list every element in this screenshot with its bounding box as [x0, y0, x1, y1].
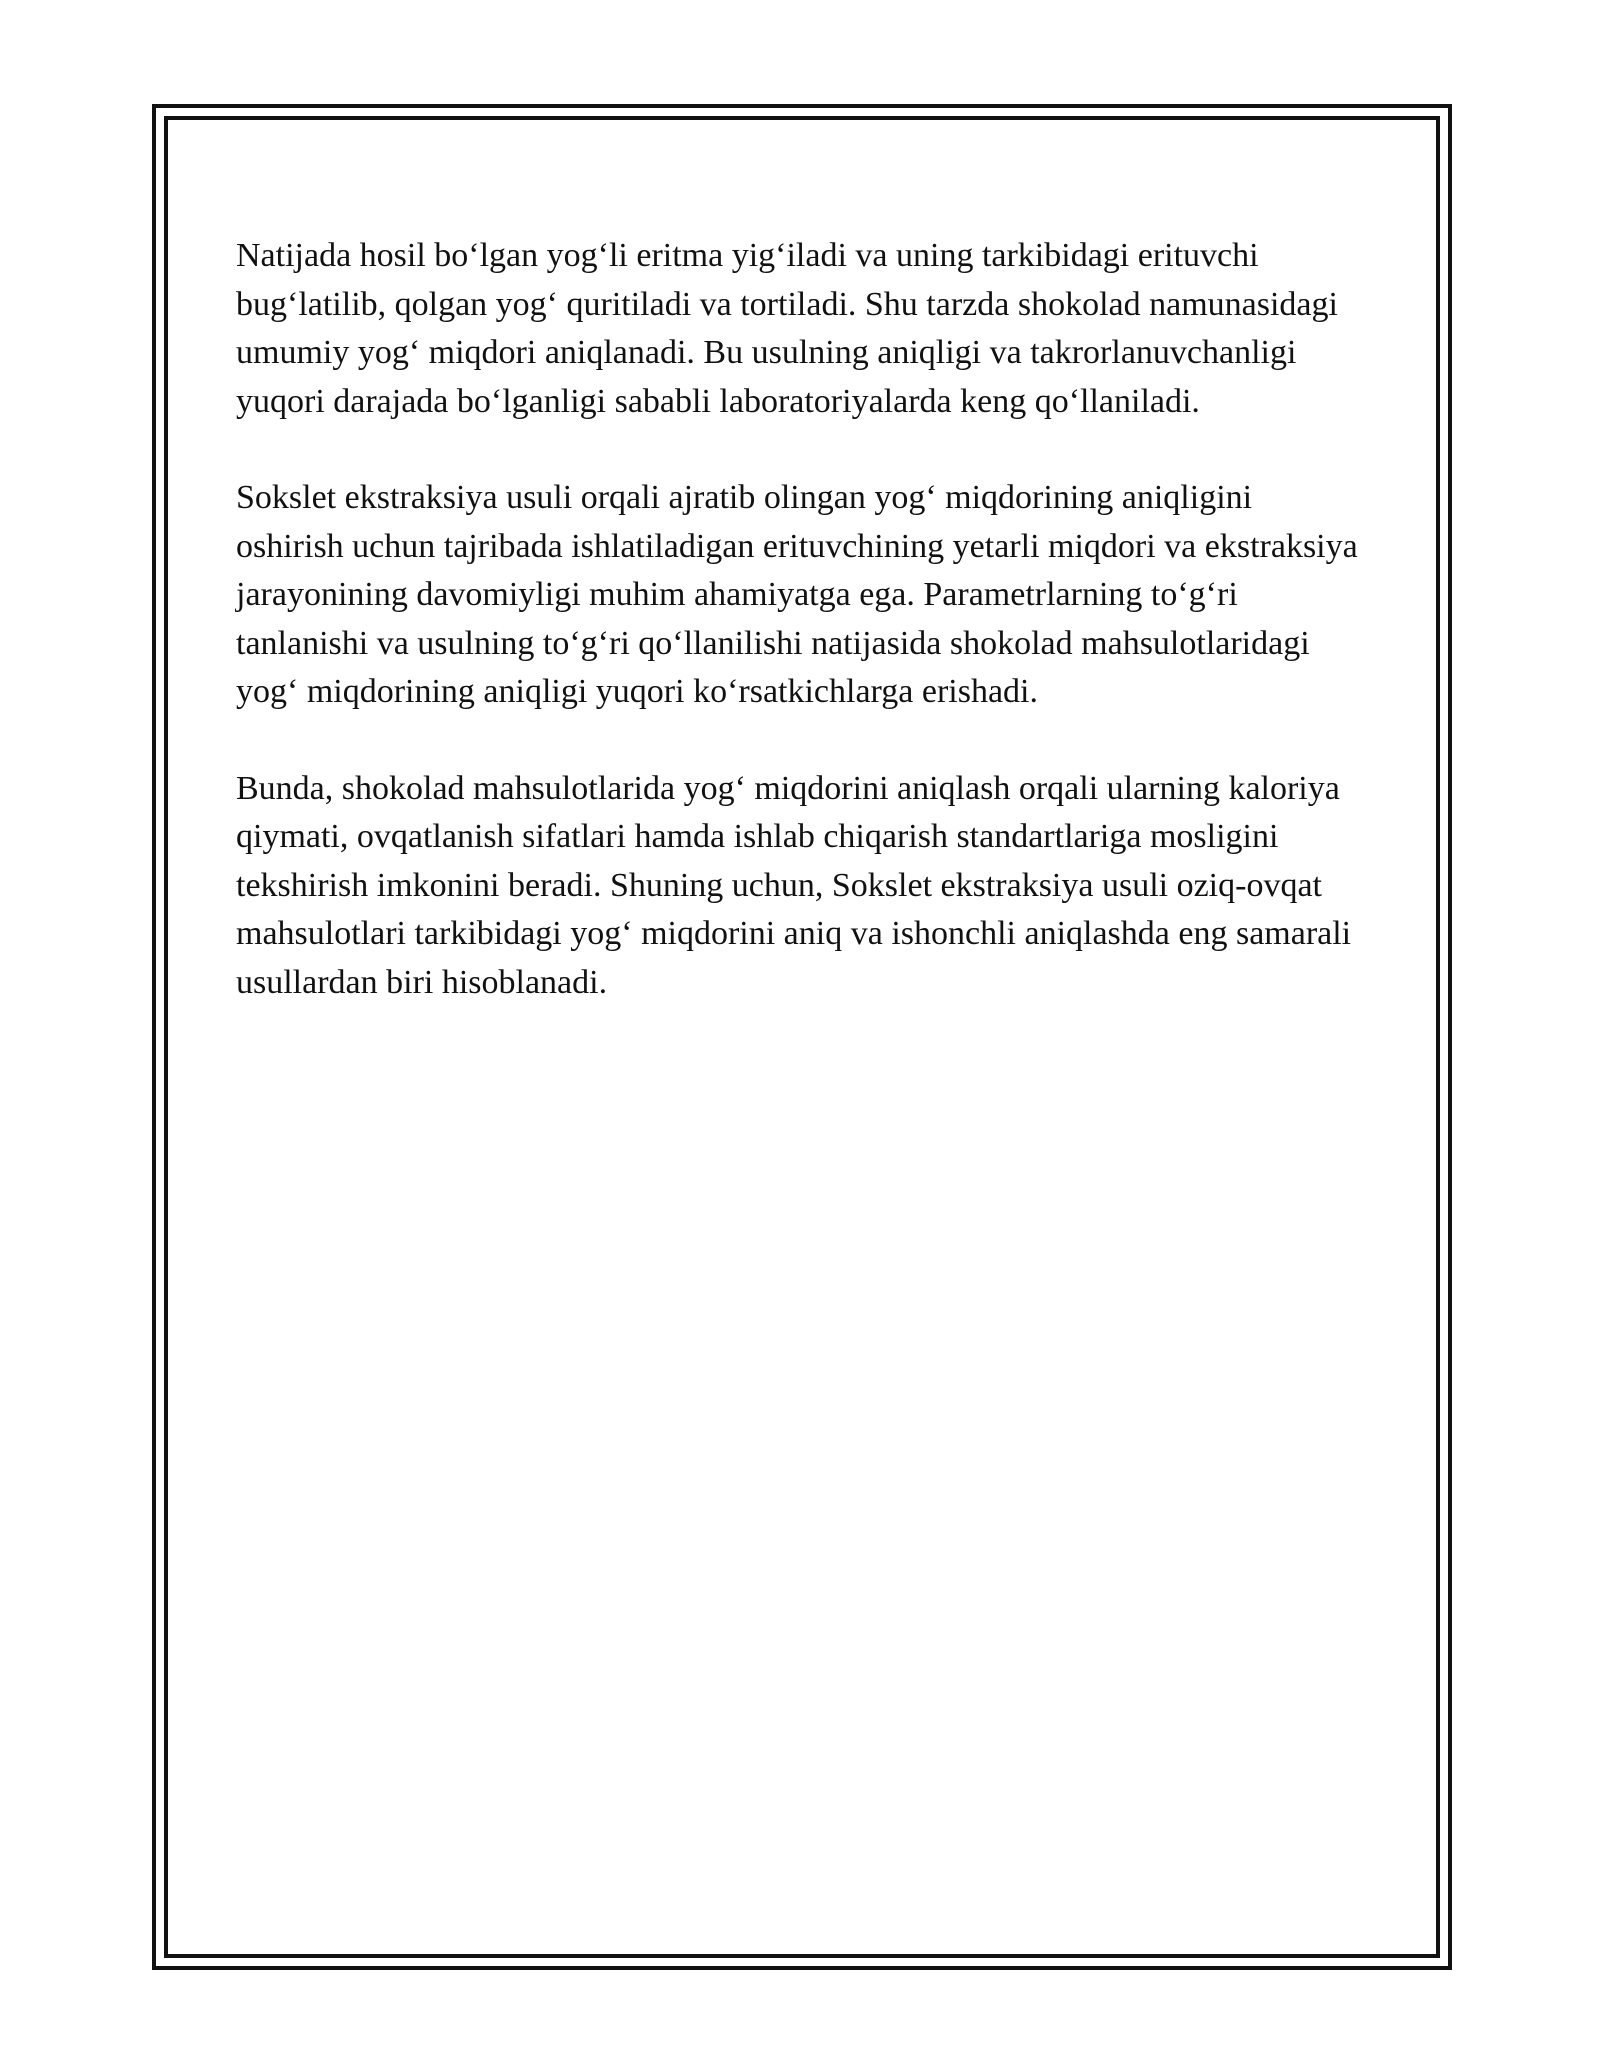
- paragraph-1: Natijada hosil bo‘lgan yog‘li eritma yig‘iladi va uning tarkibidagi erituvchi bug‘latilib, qolgan yog‘ quritiladi va tortiladi. Shu tarzda shokolad namunasidagi umumiy yog‘ miqdori aniqlanadi. Bu usulning aniqligi va takrorlanuvchanligi yuqori darajada bo‘lganligi sababli laboratoriyalarda keng qo‘llaniladi.: [236, 237, 1338, 420]
- paragraph-3: Bunda, shokolad mahsulotlarida yog‘ miqdorini aniqlash orqali ularning kaloriya qiymati, ovqatlanish sifatlari hamda ishlab chiqarish standartlariga mosligini tekshirish imkonini beradi. Shuning uchun, Sokslet ekstraksiya usuli oziq-ovqat mahsulotlari tarkibidagi yog‘ miqdorini aniq va ishonchli aniqlashda eng samarali usullardan biri hisoblanadi.: [236, 769, 1352, 1001]
- paragraph-2: Sokslet ekstraksiya usuli orqali ajratib olingan yog‘ miqdorining aniqligini oshirish uchun tajribada ishlatiladigan erituvchining yetarli miqdori va ekstraksiya jarayonining davomiyligi muhim ahamiyatga ega. Parametrlarning to‘g‘ri tanlanishi va usulning to‘g‘ri qo‘llanilishi natijasida shokolad mahsulotlaridagi yog‘ miqdorining aniqligi yuqori ko‘rsatkichlarga erishadi.: [236, 479, 1358, 710]
- document-body: [236, 232, 1366, 1055]
